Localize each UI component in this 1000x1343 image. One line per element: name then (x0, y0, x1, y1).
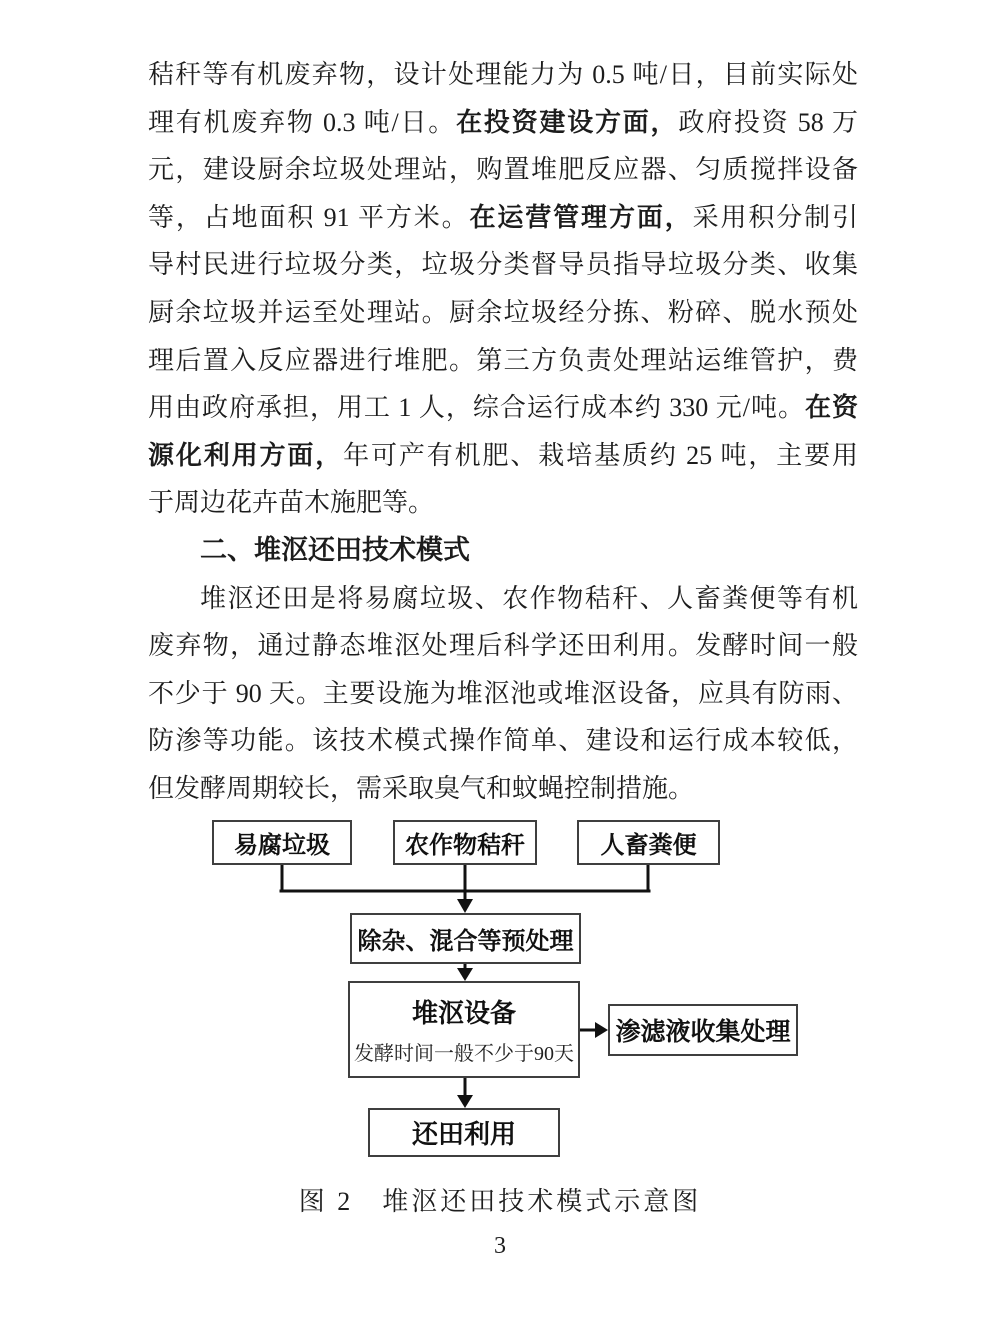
text-run: 用由政府承担，用工 1 人，综合运行成本约 330 元/吨。 (148, 393, 805, 423)
flow-box-field-application (368, 1108, 560, 1157)
section-heading (148, 527, 858, 575)
body-line (148, 717, 858, 765)
emphasis-text: 在资 (804, 392, 858, 423)
body-line (148, 479, 858, 527)
flow-box-label: 农作物秸秆 (405, 832, 525, 859)
flow-box-compost-equipment (348, 981, 580, 1078)
text-run: 年可产有机肥、栽培基质约 25 吨，主要用 (343, 440, 858, 470)
flow-box-leachate-treatment (608, 1004, 798, 1056)
flow-box-perishable-waste (212, 820, 352, 865)
flow-box-manure (577, 820, 720, 865)
text-run: 采用积分制引 (692, 202, 858, 232)
emphasis-text: 源化利用方面， (148, 439, 344, 470)
body-line (148, 432, 858, 480)
body-line (148, 622, 858, 670)
text-run: 厨余垃圾并运至处理站。厨余垃圾经分拣、粉碎、脱水预处 (148, 297, 858, 327)
compost-equipment-title: 堆沤设备 (411, 998, 516, 1028)
body-line (148, 337, 858, 385)
body-line (148, 194, 858, 242)
text-run: 防渗等功能。该技术模式操作简单、建设和运行成本较低， (148, 726, 858, 756)
flow-box-label: 除杂、混合等预处理 (357, 928, 574, 955)
text-run: 导村民进行垃圾分类，垃圾分类督导员指导垃圾分类、收集 (148, 250, 858, 280)
text-run: 于周边花卉苗木施肥等。 (148, 488, 435, 518)
text-run: 政府投资 58 万 (678, 107, 858, 137)
body-text (148, 51, 858, 813)
text-run: 秸秆等有机废弃物，设计处理能力为 0.5 吨/日，目前实际处 (148, 60, 858, 89)
body-line (148, 146, 858, 194)
emphasis-text: 在投资建设方面， (456, 106, 679, 137)
flow-box-label: 还田利用 (411, 1119, 516, 1149)
emphasis-text: 二、堆沤还田技术模式 (200, 534, 470, 565)
flow-box-label: 易腐垃圾 (234, 832, 330, 859)
body-line (148, 51, 858, 99)
figure-caption: 图 2 堆沤还田技术模式示意图 (298, 1187, 702, 1216)
text-run: 理有机废弃物 0.3 吨/日。 (148, 107, 457, 137)
body-line (148, 670, 858, 718)
text-run: 元，建设厨余垃圾处理站，购置堆肥反应器、匀质搅拌设备 (148, 155, 858, 185)
text-run: 等，占地面积 91 平方米。 (148, 202, 470, 232)
flow-box-pretreatment (350, 913, 581, 964)
text-run: 堆沤还田是将易腐垃圾、农作物秸秆、人畜粪便等有机 (200, 583, 858, 613)
compost-equipment-note: 发酵时间一般不少于90天 (354, 1043, 574, 1065)
body-line (148, 765, 858, 813)
text-run: 但发酵周期较长，需采取臭气和蚊蝇控制措施。 (148, 773, 695, 803)
emphasis-text: 在运营管理方面， (469, 201, 693, 232)
flow-box-crop-straw (393, 820, 537, 865)
flow-box-label: 渗滤液收集处理 (615, 1018, 791, 1046)
body-line (148, 289, 858, 337)
text-run: 理后置入反应器进行堆肥。第三方负责处理站运维管护，费 (148, 345, 858, 375)
text-run: 不少于 90 天。主要设施为堆沤池或堆沤设备，应具有防雨、 (148, 678, 858, 708)
body-line (148, 575, 858, 623)
flow-box-label: 人畜粪便 (600, 832, 697, 859)
text-run: 废弃物，通过静态堆沤处理后科学还田利用。发酵时间一般 (148, 631, 858, 661)
page-number: 3 (494, 1233, 506, 1259)
body-line (148, 384, 858, 432)
body-line (148, 99, 858, 147)
body-line (148, 241, 858, 289)
